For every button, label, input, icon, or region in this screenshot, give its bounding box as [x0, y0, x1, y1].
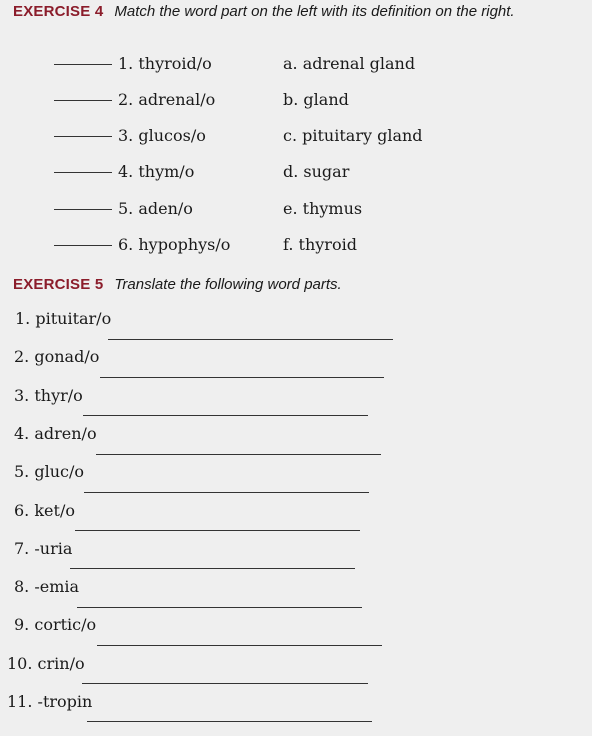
- translation-item-4: [0, 423, 592, 457]
- translation-term-10: 10. crin/o: [7, 654, 85, 673]
- answer-line-2[interactable]: [100, 377, 384, 378]
- answer-blank-5[interactable]: [54, 209, 112, 210]
- answer-line-5[interactable]: [84, 492, 369, 493]
- match-row-2: [0, 89, 592, 113]
- match-definition-e: e. thymus: [283, 199, 363, 218]
- match-definition-b: b. gland: [283, 90, 349, 109]
- match-row-6: [0, 234, 592, 258]
- exercise-4-instruction: Match the word part on the left with its definition on the right.: [114, 3, 515, 20]
- exercise-5-instruction: Translate the following word parts.: [114, 276, 342, 293]
- exercise-5-number: EXERCISE 5: [13, 276, 104, 293]
- translation-term-4: 4. adren/o: [14, 424, 97, 443]
- match-term-6: 6. hypophys/o: [118, 235, 231, 254]
- translation-term-7: 7. -uria: [14, 539, 73, 558]
- translation-term-5: 5. gluc/o: [14, 462, 84, 481]
- exercise-4-heading: [13, 3, 515, 21]
- match-row-1: [0, 53, 592, 77]
- translation-item-7: [0, 538, 592, 572]
- match-row-5: [0, 198, 592, 222]
- translation-item-10: [0, 653, 592, 687]
- answer-line-8[interactable]: [77, 607, 362, 608]
- translation-term-11: 11. -tropin: [7, 692, 93, 711]
- answer-line-4[interactable]: [96, 454, 381, 455]
- translation-item-1: [0, 308, 592, 342]
- translation-item-11: [0, 691, 592, 725]
- answer-line-3[interactable]: [83, 415, 368, 416]
- translation-term-2: 2. gonad/o: [14, 347, 100, 366]
- translation-item-3: [0, 385, 592, 419]
- exercise-5-heading: [13, 276, 342, 294]
- translation-term-6: 6. ket/o: [14, 501, 75, 520]
- translation-item-9: [0, 614, 592, 648]
- answer-blank-2[interactable]: [54, 100, 112, 101]
- exercise-4-number: EXERCISE 4: [13, 3, 104, 20]
- translation-item-2: [0, 346, 592, 380]
- answer-line-9[interactable]: [97, 645, 382, 646]
- match-definition-a: a. adrenal gland: [283, 54, 416, 73]
- answer-line-7[interactable]: [70, 568, 355, 569]
- match-term-2: 2. adrenal/o: [118, 90, 216, 109]
- answer-blank-3[interactable]: [54, 136, 112, 137]
- translation-term-1: 1. pituitar/o: [15, 309, 112, 328]
- answer-line-1[interactable]: [108, 339, 393, 340]
- answer-blank-4[interactable]: [54, 172, 112, 173]
- answer-blank-1[interactable]: [54, 64, 112, 65]
- translation-item-8: [0, 576, 592, 610]
- answer-line-11[interactable]: [87, 721, 372, 722]
- match-definition-c: c. pituitary gland: [283, 126, 423, 145]
- match-term-4: 4. thym/o: [118, 162, 195, 181]
- match-definition-d: d. sugar: [283, 162, 350, 181]
- match-term-5: 5. aden/o: [118, 199, 193, 218]
- answer-blank-6[interactable]: [54, 245, 112, 246]
- match-term-1: 1. thyroid/o: [118, 54, 212, 73]
- match-definition-f: f. thyroid: [283, 235, 357, 254]
- translation-term-8: 8. -emia: [14, 577, 80, 596]
- match-term-3: 3. glucos/o: [118, 126, 206, 145]
- match-row-4: [0, 161, 592, 185]
- translation-term-3: 3. thyr/o: [14, 386, 83, 405]
- match-row-3: [0, 125, 592, 149]
- translation-term-9: 9. cortic/o: [14, 615, 97, 634]
- answer-line-10[interactable]: [82, 683, 368, 684]
- translation-item-6: [0, 500, 592, 534]
- answer-line-6[interactable]: [75, 530, 360, 531]
- translation-item-5: [0, 461, 592, 495]
